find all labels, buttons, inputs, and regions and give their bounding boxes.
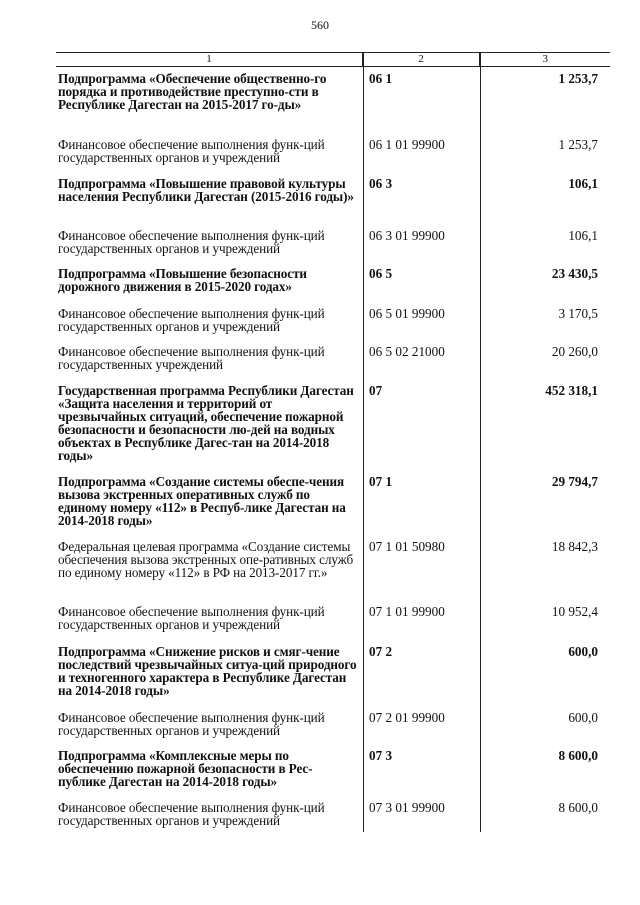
row-code: 07 1 01 99900 [369, 604, 445, 619]
table-row [56, 229, 610, 255]
row-name: Финансовое обеспечение выполнения функ-ций государственных учреждений [58, 344, 325, 372]
row-code: 07 3 01 99900 [369, 800, 445, 815]
row-amount: 452 318,1 [545, 383, 598, 398]
row-name: Подпрограмма «Комплексные меры по обеспечению пожарной безопасности в Рес-публике Дагестан на 2014-2018 годы» [58, 748, 313, 789]
header-col-1: 1 [56, 53, 363, 66]
row-name: Финансовое обеспечение выполнения функ-ций государственных органов и учреждений [58, 710, 325, 738]
table-row [56, 475, 610, 527]
row-amount: 8 600,0 [558, 748, 598, 763]
table-row [56, 711, 610, 737]
table-row [56, 384, 610, 462]
row-code: 06 5 01 99900 [369, 306, 445, 321]
row-amount: 3 170,5 [558, 306, 598, 321]
row-name: Подпрограмма «Снижение рисков и смяг-чение последствий чрезвычайных ситуа-ций природного и техногенного характера в Республике Дагестан на 2014-2018 годы» [58, 644, 357, 698]
row-name: Федеральная целевая программа «Создание системы обеспечения вызова экстренных опе-ративных служб по единому номеру «112» в РФ на 2013-2017 гг.» [58, 539, 354, 580]
row-name: Подпрограмма «Создание системы обеспе-чения вызова экстренных оперативных служб по единому номеру «112» в Респуб-лике Дагестан на 2014-2018 годы» [58, 474, 346, 528]
row-code: 07 2 01 99900 [369, 710, 445, 725]
row-code: 06 5 [369, 266, 393, 281]
row-name: Финансовое обеспечение выполнения функ-ций государственных органов и учреждений [58, 137, 325, 165]
table-row [56, 307, 610, 333]
row-name: Государственная программа Республики Дагестан «Защита населения и территорий от чрезвычайных ситуаций, обеспечение пожарной безопасности и безопасности лю-дей на водных объектах в Республике Дагес-тан на 2014-2018 годы» [58, 383, 354, 463]
row-code: 07 3 [369, 748, 393, 763]
row-name: Финансовое обеспечение выполнения функ-ций государственных органов и учреждений [58, 228, 325, 256]
table-row [56, 177, 610, 203]
row-name: Финансовое обеспечение выполнения функ-ций государственных органов и учреждений [58, 800, 325, 828]
row-amount: 1 253,7 [558, 71, 598, 86]
table-row [56, 72, 610, 111]
table-row [56, 138, 610, 164]
row-code: 07 [369, 383, 383, 398]
row-amount: 29 794,7 [551, 474, 598, 489]
page-number: 560 [311, 18, 329, 32]
row-code: 07 1 01 50980 [369, 539, 445, 554]
header-col-2: 2 [363, 53, 481, 66]
table-row [56, 540, 610, 579]
row-amount: 20 260,0 [551, 344, 598, 359]
row-amount: 600,0 [568, 644, 598, 659]
table-row [56, 605, 610, 631]
table-header [56, 52, 610, 67]
row-name: Подпрограмма «Повышение правовой культуры населения Республики Дагестан (2015-2016 годы)» [58, 176, 354, 204]
row-amount: 106,1 [568, 228, 598, 243]
row-code: 06 3 01 99900 [369, 228, 445, 243]
row-amount: 23 430,5 [551, 266, 598, 281]
row-amount: 18 842,3 [551, 539, 598, 554]
row-name: Подпрограмма «Обеспечение общественно-го порядка и противодействие преступно-сти в Республике Дагестан на 2015-2017 го-ды» [58, 71, 327, 112]
row-code: 07 2 [369, 644, 393, 659]
row-name: Финансовое обеспечение выполнения функ-ций государственных органов и учреждений [58, 604, 325, 632]
table-row [56, 267, 610, 293]
row-name: Подпрограмма «Повышение безопасности дорожного движения в 2015-2020 годах» [58, 266, 307, 294]
row-amount: 106,1 [568, 176, 598, 191]
row-amount: 600,0 [568, 710, 598, 725]
row-name: Финансовое обеспечение выполнения функ-ций государственных органов и учреждений [58, 306, 325, 334]
row-amount: 10 952,4 [551, 604, 598, 619]
row-amount: 1 253,7 [558, 137, 598, 152]
row-amount: 8 600,0 [558, 800, 598, 815]
budget-table [56, 52, 610, 828]
row-code: 06 1 [369, 71, 393, 86]
table-row [56, 801, 610, 827]
row-code: 06 1 01 99900 [369, 137, 445, 152]
table-row [56, 345, 610, 371]
row-code: 06 3 [369, 176, 393, 191]
row-code: 07 1 [369, 474, 393, 489]
header-col-3: 3 [542, 53, 548, 65]
row-code: 06 5 02 21000 [369, 344, 445, 359]
table-row [56, 645, 610, 697]
table-row [56, 749, 610, 788]
